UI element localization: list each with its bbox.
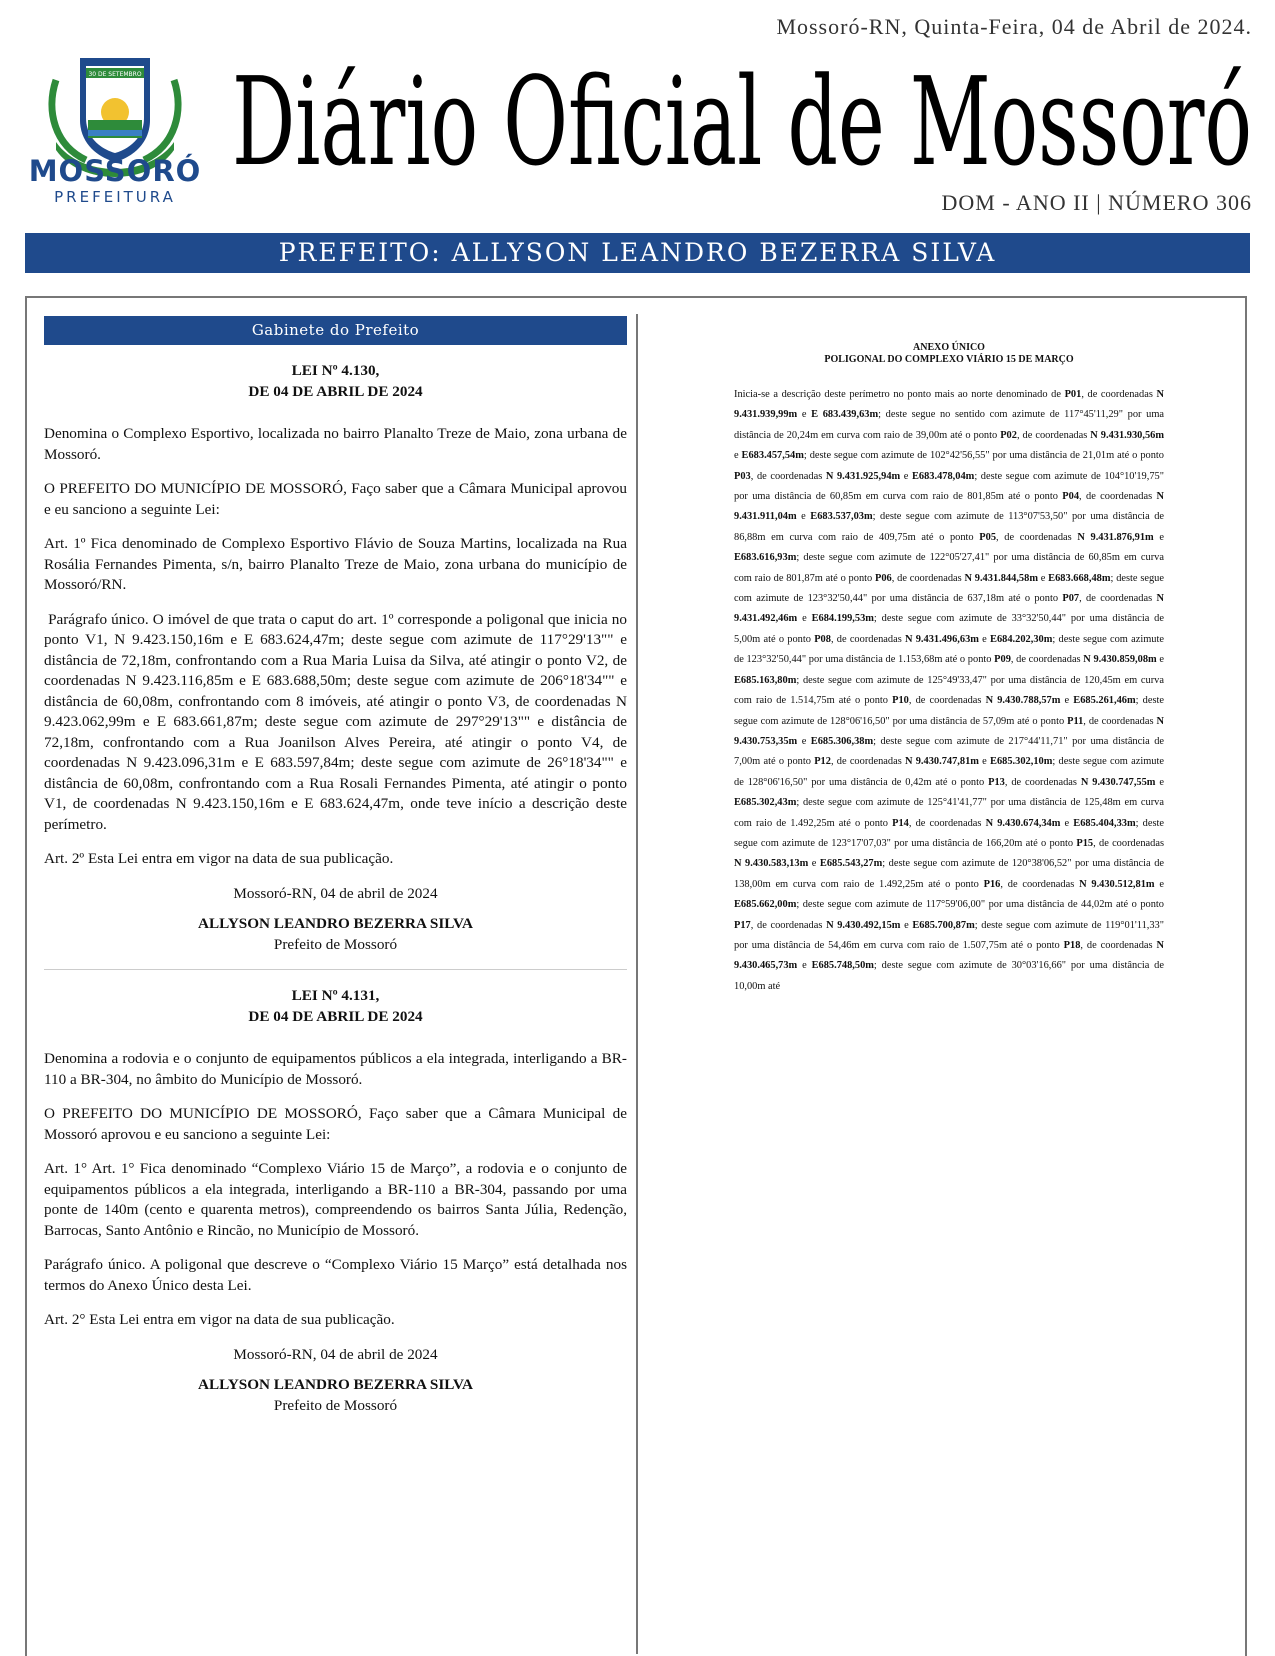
law2-place-date: Mossoró-RN, 04 de abril de 2024 bbox=[233, 1345, 438, 1363]
right-column bbox=[734, 342, 1164, 997]
law2-preamble: O PREFEITO DO MUNICÍPIO DE MOSSORÓ, Faço saber que a Câmara Municipal de Mossoró aprovou e eu sanciono a seguinte Lei: bbox=[44, 1105, 627, 1143]
law1-ementa: Denomina o Complexo Esportivo, localizada no bairro Planalto Treze de Maio, zona urbana de Mossoró. bbox=[44, 425, 627, 463]
law1-article1: Art. 1º Fica denominado de Complexo Esportivo Flávio de Souza Martins, localizada na Rua Rosália Fernandes Pimenta, s/n, bairro Planalto Treze de Maio, zona urbana do município de Mossoró/RN. bbox=[44, 535, 627, 593]
logo-subtitle: PREFEITURA bbox=[54, 188, 176, 206]
column-divider bbox=[636, 314, 638, 1654]
law1-preamble: O PREFEITO DO MUNICÍPIO DE MOSSORÓ, Faço saber que a Câmara Municipal aprovou e eu sanciono a seguinte Lei: bbox=[44, 480, 627, 518]
annex-title: ANEXO ÚNICO bbox=[913, 342, 985, 353]
law1-title bbox=[44, 361, 627, 402]
law2-paragraph: Parágrafo único. A poligonal que descreve o “Complexo Viário 15 Março” está detalhada nos termos do Anexo Único desta Lei. bbox=[44, 1256, 627, 1294]
law2-date: DE 04 DE ABRIL DE 2024 bbox=[248, 1007, 423, 1025]
law2-signer-role: Prefeito de Mossoró bbox=[273, 1396, 398, 1414]
law1-place-date: Mossoró-RN, 04 de abril de 2024 bbox=[233, 884, 438, 902]
annex-subtitle: POLIGONAL DO COMPLEXO VIÁRIO 15 DE MARÇO bbox=[824, 354, 1074, 365]
masthead-title bbox=[230, 40, 1254, 180]
annex-heading bbox=[734, 342, 1164, 366]
logo-wordmark: MOSSORÓ bbox=[28, 154, 202, 188]
svg-text:30 DE SETEMBRO: 30 DE SETEMBRO bbox=[88, 71, 142, 78]
law1-article2: Art. 2º Esta Lei entra em vigor na data de sua publicação. bbox=[44, 850, 394, 867]
law1-date: DE 04 DE ABRIL DE 2024 bbox=[248, 382, 423, 400]
law2-ementa: Denomina a rodovia e o conjunto de equipamentos públicos a ela integrada, interligando a BR-110 a BR-304, no âmbito do Município de Mossoró. bbox=[44, 1050, 627, 1088]
law1-signer-role: Prefeito de Mossoró bbox=[273, 935, 398, 953]
law2-number: LEI Nº 4.131, bbox=[291, 987, 380, 1004]
law-separator bbox=[44, 969, 627, 970]
left-column bbox=[44, 316, 631, 1416]
annex-perimeter-description: Inicia-se a descrição deste perímetro no ponto mais ao norte denominado de P01, de coordenadas N 9.431.939,99m e E 683.439,63m; deste segue no sentido com azimute de 117°45'11,29" por uma distância de 20,24m em curva com raio de 39,00m até o ponto P02, de coordenadas N 9.431.930,56m e E683.457,54m; deste segue com azimute de 102°42'56,55" por uma distância de 21,01m até o ponto P03, de coordenadas N 9.431.925,94m e E683.478,04m; deste segue com azimute de 104°10'19,75" por uma distância de 60,85m em curva com raio de 801,85m até o ponto P04, de coordenadas N 9.431.911,04m e E683.537,03m; deste segue com azimute de 113°07'53,50" por uma distância de 86,88m em curva com raio de 409,75m até o ponto P05, de coordenadas N 9.431.876,91m e E683.616,93m; deste segue com azimute de 122°05'27,41" por uma distância de 60,85m em curva com raio de 801,87m até o ponto P06, de coordenadas N 9.431.844,58m e E683.668,48m; deste segue com azimute de 123°32'50,44" por uma distância de 637,18m até o ponto P07, de coordenadas N 9.431.492,46m e E684.199,53m; deste segue com azimute de 33°32'50,44" por uma distância de 5,00m até o ponto P08, de coordenadas N 9.431.496,63m e E684.202,30m; deste segue com azimute de 123°32'50,44" por uma distância de 1.153,68m até o ponto P09, de coordenadas N 9.430.859,08m e E685.163,80m; deste segue com azimute de 125°49'33,47" por uma distância de 120,45m em curva com raio de 1.514,75m até o ponto P10, de coordenadas N 9.430.788,57m e E685.261,46m; deste segue com azimute de 128°06'16,50" por uma distância de 57,09m até o ponto P11, de coordenadas N 9.430.753,35m e E685.306,38m; deste segue com azimute de 217°44'11,71" por uma distância de 7,00m até o ponto P12, de coordenadas N 9.430.747,81m e E685.302,10m; deste segue com azimute de 128°06'16,50" por uma distância de 0,42m até o ponto P13, de coordenadas N 9.430.747,55m e E685.302,43m; deste segue com azimute de 125°41'41,77" por uma distância de 125,48m em curva com raio de 1.492,25m até o ponto P14, de coordenadas N 9.430.674,34m e E685.404,33m; deste segue com azimute de 123°17'07,03" por uma distância de 166,20m até o ponto P15, de coordenadas N 9.430.583,13m e E685.543,27m; deste segue com azimute de 120°38'06,52" por uma distância de 138,00m em curva com raio de 1.492,25m até o ponto P16, de coordenadas N 9.430.512,81m e E685.662,00m; deste segue com azimute de 117°59'06,00" por uma distância de 44,02m até o ponto P17, de coordenadas N 9.430.492,15m e E685.700,87m; deste segue com azimute de 119°01'11,33" por uma distância de 54,46m em curva com raio de 1.507,75m até o ponto P18, de coordenadas N 9.430.465,73m e E685.748,50m; deste segue com azimute de 30°03'16,66" por uma distância de 10,00m até bbox=[734, 389, 1165, 992]
law1-paragraph: Parágrafo único. O imóvel de que trata o caput do art. 1º corresponde a poligonal que inicia no ponto V1, N 9.423.150,16m e E 683.624,47m; deste segue com azimute de 117°29'13"" e distância de 72,18m, confrontando com a Rua Maria Luisa da Silva, até atingir o ponto V2, de coordenadas N 9.423.116,85m e E 683.688,50m; deste segue com azimute de 206°18'34"" e distância de 60,08m, confrontando com 8 imóveis, até atingir o ponto V3, de coordenadas N 9.423.062,99m e E 683.661,87m; deste segue com azimute de 297°29'13"" e distância de 72,18m, confrontando com a Rua Joanilson Alves Pereira, até atingir o ponto V4, de coordenadas N 9.423.096,31m e E 683.597,84m; deste segue com azimute de 26°18'34"" e distância de 60,08m, confrontando com a Rua Rosali Fernandes Pimenta, até atingir o ponto V1, de coordenadas N 9.423.150,16m e E 683.624,47m, onde teve início a descrição deste perímetro. bbox=[44, 610, 631, 833]
mayor-banner: PREFEITO: ALLYSON LEANDRO BEZERRA SILVA bbox=[25, 233, 1250, 273]
law2-article1: Art. 1° Art. 1° Fica denominado “Complexo Viário 15 de Março”, a rodovia e o conjunto de equipamentos públicos a ela integrada, interligando a BR-110 a BR-304, passando por uma ponte de 140m (cento e quarenta metros), compreendendo os bairros Santa Júlia, Redenção, Barrocas, Santo Antônio e Rincão, no Município de Mossoró. bbox=[44, 1160, 627, 1239]
law1-number: LEI Nº 4.130, bbox=[291, 362, 380, 379]
svg-text:Diário Oficial de Mossoró: Diário Oficial de Mossoró bbox=[232, 51, 1252, 180]
law2-signer: ALLYSON LEANDRO BEZERRA SILVA bbox=[197, 1376, 474, 1393]
header-date: Mossoró-RN, Quinta-Feira, 04 de Abril de 2024. bbox=[776, 14, 1252, 39]
section-header: Gabinete do Prefeito bbox=[44, 316, 627, 345]
law2-title bbox=[44, 986, 627, 1027]
law1-signer: ALLYSON LEANDRO BEZERRA SILVA bbox=[197, 915, 474, 932]
issue-number: DOM - ANO II | NÚMERO 306 bbox=[941, 190, 1252, 215]
law2-article2: Art. 2° Esta Lei entra em vigor na data de sua publicação. bbox=[44, 1311, 395, 1328]
